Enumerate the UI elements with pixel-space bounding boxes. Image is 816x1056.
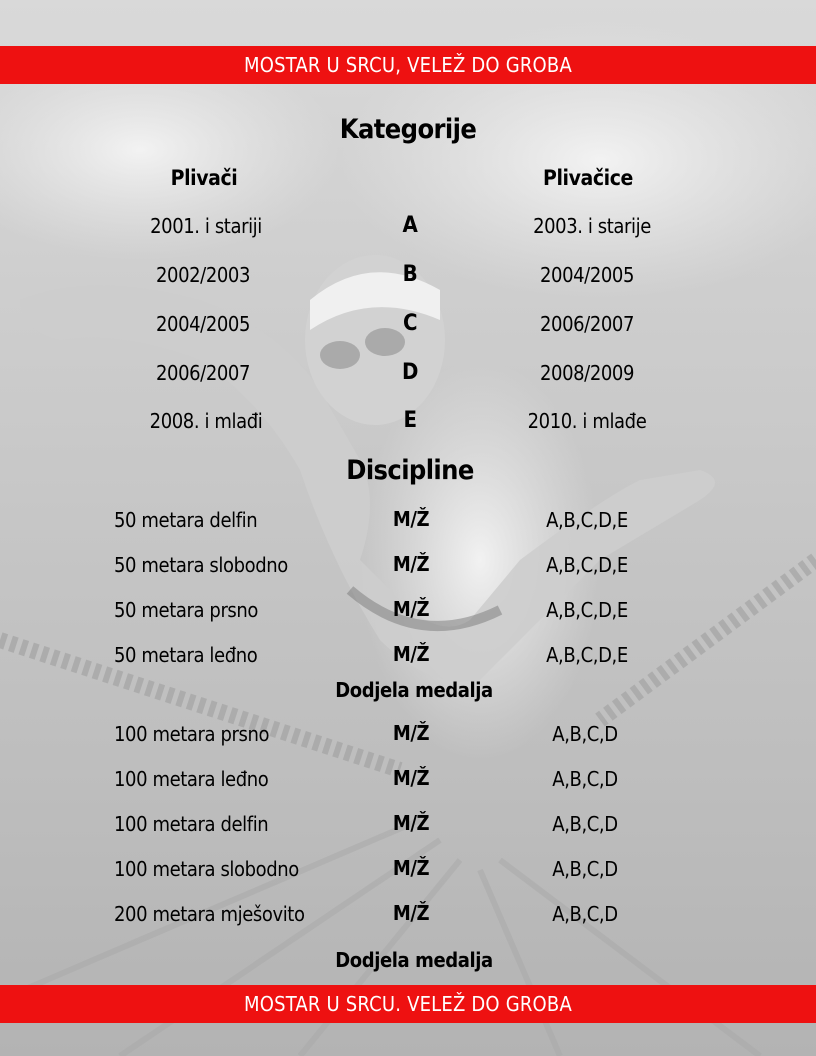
- discipline-gender: M/Ž: [392, 552, 430, 576]
- discipline-name: 200 metara mješovito: [114, 902, 305, 926]
- discipline-categories: A,B,C,D,E: [546, 598, 628, 622]
- kategorija-left: 2001. i stariji: [150, 214, 262, 238]
- kategorija-left: 2006/2007: [155, 361, 251, 385]
- kategorija-right: 2008/2009: [539, 361, 635, 385]
- top-banner: MOSTAR U SRCU, VELEŽ DO GROBA: [0, 46, 816, 84]
- discipline-title: Discipline: [346, 455, 474, 486]
- discipline-name: 100 metara slobodno: [114, 857, 299, 881]
- discipline-gender: M/Ž: [392, 811, 430, 835]
- kategorija-right: 2010. i mlađe: [527, 409, 647, 433]
- medal-ceremony-label: Dodjela medalja: [335, 948, 493, 972]
- discipline-gender: M/Ž: [392, 901, 430, 925]
- kategorije-title: Kategorije: [339, 114, 477, 145]
- kategorija-left: 2008. i mlađi: [149, 409, 263, 433]
- kategorija-code: E: [403, 408, 417, 433]
- discipline-categories: A,B,C,D: [552, 902, 618, 926]
- discipline-categories: A,B,C,D,E: [546, 553, 628, 577]
- discipline-categories: A,B,C,D,E: [546, 508, 628, 532]
- kategorija-code: A: [402, 213, 418, 238]
- kategorija-code: C: [402, 311, 418, 336]
- discipline-gender: M/Ž: [392, 597, 430, 621]
- discipline-categories: A,B,C,D: [552, 857, 618, 881]
- discipline-name: 50 metara prsno: [114, 598, 259, 622]
- discipline-name: 100 metara prsno: [114, 722, 270, 746]
- plivaci-header: Plivači: [170, 166, 238, 190]
- discipline-gender: M/Ž: [392, 507, 430, 531]
- discipline-gender: M/Ž: [392, 642, 430, 666]
- kategorija-code: D: [401, 360, 419, 385]
- kategorija-code: B: [402, 262, 418, 287]
- medal-ceremony-label: Dodjela medalja: [335, 678, 493, 702]
- kategorija-right: 2004/2005: [539, 263, 635, 287]
- discipline-categories: A,B,C,D: [552, 722, 618, 746]
- plivacice-header: Plivačice: [543, 166, 633, 190]
- bottom-banner: MOSTAR U SRCU. VELEŽ DO GROBA: [0, 985, 816, 1023]
- kategorija-left: 2002/2003: [155, 263, 251, 287]
- discipline-categories: A,B,C,D: [552, 812, 618, 836]
- discipline-name: 100 metara delfin: [114, 812, 269, 836]
- kategorija-right: 2003. i starije: [533, 214, 651, 238]
- discipline-categories: A,B,C,D: [552, 767, 618, 791]
- discipline-gender: M/Ž: [392, 766, 430, 790]
- kategorija-right: 2006/2007: [539, 312, 635, 336]
- discipline-gender: M/Ž: [392, 856, 430, 880]
- discipline-name: 100 metara leđno: [114, 767, 269, 791]
- kategorija-left: 2004/2005: [155, 312, 251, 336]
- discipline-name: 50 metara leđno: [114, 643, 258, 667]
- discipline-name: 50 metara delfin: [114, 508, 258, 532]
- discipline-categories: A,B,C,D,E: [546, 643, 628, 667]
- discipline-gender: M/Ž: [392, 721, 430, 745]
- discipline-name: 50 metara slobodno: [114, 553, 288, 577]
